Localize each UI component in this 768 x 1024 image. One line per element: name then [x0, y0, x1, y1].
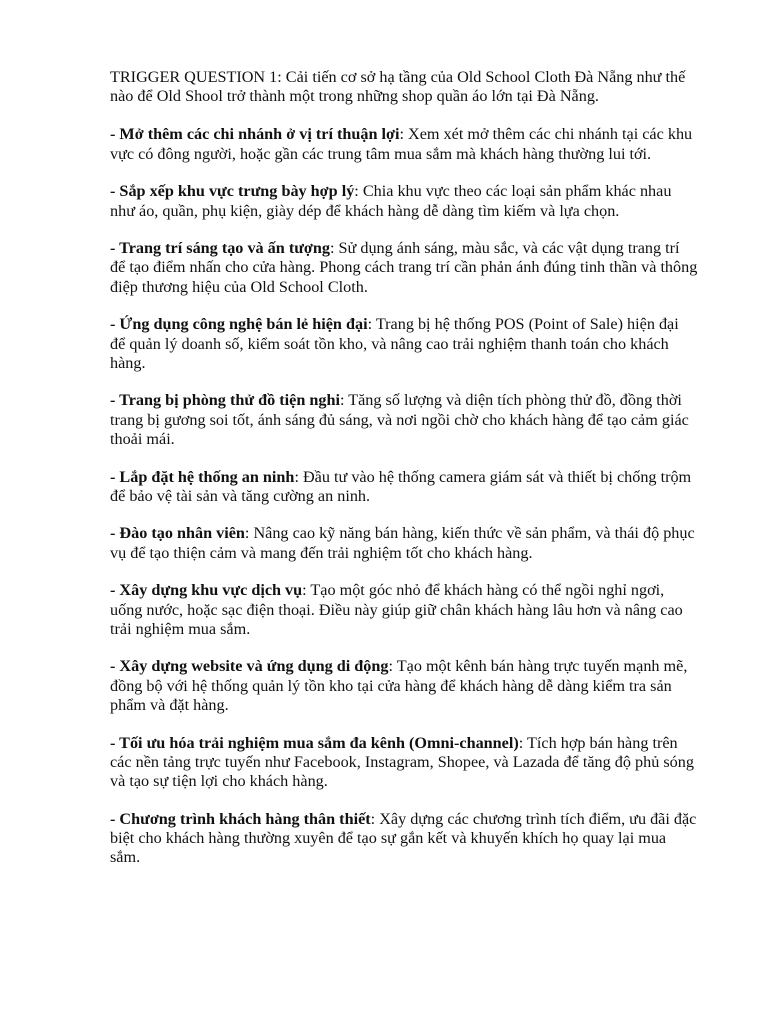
list-item — [110, 315, 698, 373]
list-item — [110, 125, 698, 163]
item-text: : Tích hợp bán hàng trên các nền tảng trực tuyến như Facebook, Instagram, Shopee, và Lazada để tăng độ phủ sóng và tạo sự tiện lợi cho khách hàng. — [110, 733, 694, 790]
item-text: : Đầu tư vào hệ thống camera giám sát và thiết bị chống trộm để bảo vệ tài sản và tăng cường an ninh. — [110, 467, 692, 505]
item-text: : Xem xét mở thêm các chi nhánh tại các khu vực có đông người, hoặc gần các trung tâm mua sắm mà khách hàng thường lui tới. — [110, 125, 693, 163]
item-title: - Mở thêm các chi nhánh ở vị trí thuận lợi — [110, 125, 400, 144]
list-item — [110, 524, 698, 562]
item-title: - Tối ưu hóa trải nghiệm mua sắm đa kênh (Omni-channel) — [110, 733, 519, 752]
list-item — [110, 391, 698, 449]
list-item — [110, 734, 698, 792]
document-page — [110, 68, 698, 886]
item-text: : Tạo một kênh bán hàng trực tuyến mạnh mẽ, đồng bộ với hệ thống quản lý tồn kho tại cửa hàng để khách hàng dễ dàng kiểm tra sản phẩm và đặt hàng. — [110, 657, 688, 714]
item-title: - Đào tạo nhân viên — [110, 524, 245, 543]
list-item — [110, 810, 698, 868]
item-title: - Xây dựng khu vực dịch vụ — [110, 581, 303, 600]
item-title: - Ứng dụng công nghệ bán lẻ hiện đại — [110, 315, 368, 334]
item-text: : Sử dụng ánh sáng, màu sắc, và các vật dụng trang trí để tạo điểm nhấn cho cửa hàng. Phong cách trang trí cần phản ánh đúng tinh thần và thông điệp thương hiệu của Old School Cloth. — [110, 239, 698, 296]
item-text: : Trang bị hệ thống POS (Point of Sale) hiện đại để quản lý doanh số, kiểm soát tồn kho, và nâng cao trải nghiệm thanh toán cho khách hàng. — [110, 315, 679, 372]
item-title: - Chương trình khách hàng thân thiết — [110, 809, 371, 828]
item-text: : Tạo một góc nhỏ để khách hàng có thể ngồi nghỉ ngơi, uống nước, hoặc sạc điện thoại. Điều này giúp giữ chân khách hàng lâu hơn và nâng cao trải nghiệm mua sắm. — [110, 581, 683, 638]
list-item — [110, 657, 698, 715]
item-title: - Trang trí sáng tạo và ấn tượng — [110, 239, 330, 258]
item-title: - Xây dựng website và ứng dụng di động — [110, 657, 389, 676]
item-title: - Trang bị phòng thử đồ tiện nghi — [110, 391, 340, 410]
item-title: - Lắp đặt hệ thống an ninh — [110, 467, 295, 486]
item-text: : Xây dựng các chương trình tích điểm, ưu đãi đặc biệt cho khách hàng thường xuyên để tạo sự gắn kết và khuyến khích họ quay lại mua sắm. — [110, 809, 697, 867]
list-item — [110, 239, 698, 297]
list-item — [110, 581, 698, 639]
list-item — [110, 182, 698, 220]
list-item — [110, 468, 698, 506]
item-text: : Nâng cao kỹ năng bán hàng, kiến thức về sản phẩm, và thái độ phục vụ để tạo thiện cảm và mang đến trải nghiệm tốt cho khách hàng. — [110, 524, 695, 562]
item-title: - Sắp xếp khu vực trưng bày hợp lý — [110, 182, 355, 201]
trigger-question: TRIGGER QUESTION 1: Cải tiến cơ sở hạ tầng của Old School Cloth Đà Nẵng như thế nào để Old Shool trở thành một trong những shop quần áo lớn tại Đà Nẵng. — [110, 68, 686, 106]
item-text: : Tăng số lượng và diện tích phòng thử đồ, đồng thời trang bị gương soi tốt, ánh sáng đủ sáng, và nơi ngồi chờ cho khách hàng để tạo cảm giác thoải mái. — [110, 391, 689, 448]
item-text: : Chia khu vực theo các loại sản phẩm khác nhau như áo, quần, phụ kiện, giày dép để khách hàng dễ dàng tìm kiếm và lựa chọn. — [110, 182, 672, 220]
